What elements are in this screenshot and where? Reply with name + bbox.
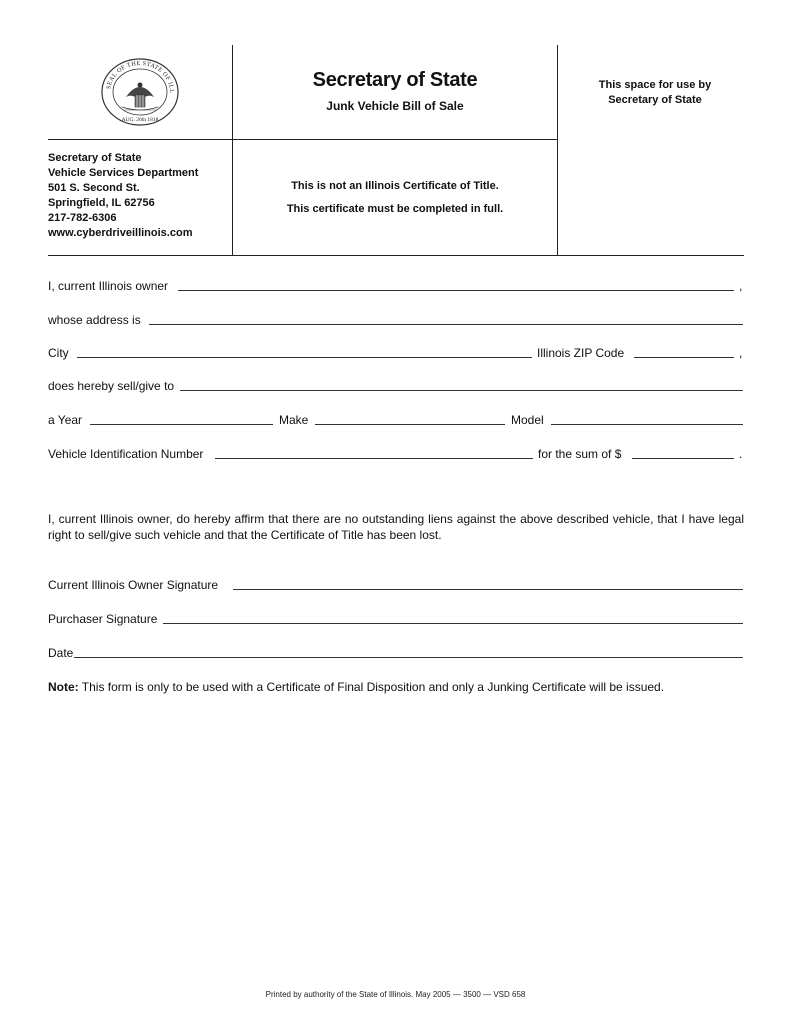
city-label: City [48, 346, 69, 360]
header-bottom-rule [48, 255, 744, 256]
office-use-note: This space for use by Secretary of State [598, 79, 712, 106]
state-seal-image [100, 57, 180, 127]
owner-name-field[interactable] [178, 290, 734, 291]
sale-price-field[interactable] [632, 458, 734, 459]
address-line: 217-782-6306 [48, 212, 117, 224]
address-label: whose address is [48, 313, 141, 327]
print-authority-footer: Printed by authority of the State of Illinois. May 2005 — 3500 — VSD 658 [265, 990, 526, 999]
completion-notice: This certificate must be completed in full. [286, 203, 504, 215]
year-field[interactable] [90, 424, 273, 425]
owner-signature-field[interactable] [233, 589, 743, 590]
sum-label: for the sum of $ [538, 447, 622, 461]
address-line: Vehicle Services Department [48, 167, 199, 179]
header-mid-rule [48, 139, 558, 140]
owner-address-field[interactable] [149, 324, 743, 325]
address-block [48, 151, 228, 241]
make-field[interactable] [315, 424, 505, 425]
address-line: 501 S. Second St. [48, 182, 140, 194]
sum-period: . [739, 447, 743, 461]
make-label: Make [279, 413, 309, 427]
title-notice: This is not an Illinois Certificate of Title. [291, 180, 499, 192]
note-label: Note: [48, 680, 79, 694]
address-line: Secretary of State [48, 152, 142, 164]
note [48, 680, 664, 694]
model-field[interactable] [551, 424, 743, 425]
purchaser-name-field[interactable] [180, 390, 743, 391]
zip-comma: , [739, 346, 743, 360]
address-line: Springfield, IL 62756 [48, 197, 155, 209]
city-field[interactable] [77, 357, 532, 358]
zip-label: Illinois ZIP Code [537, 346, 625, 360]
vin-label: Vehicle Identification Number [48, 447, 204, 461]
model-label: Model [511, 413, 544, 427]
year-label: a Year [48, 413, 83, 427]
owner-label: I, current Illinois owner [48, 279, 169, 293]
date-field[interactable] [74, 657, 743, 658]
affirmation-statement: I, current Illinois owner, do hereby affirm that there are no outstanding liens against the above described vehicle, that I have legal right to sell/give such vehicle and that the Certificate of Title has been lost. [48, 512, 744, 542]
zip-code-field[interactable] [634, 357, 734, 358]
date-label: Date [48, 646, 74, 660]
page-title: Secretary of State [312, 69, 478, 91]
sell-give-label: does hereby sell/give to [48, 379, 175, 393]
vin-field[interactable] [215, 458, 533, 459]
purchaser-signature-field[interactable] [163, 623, 743, 624]
page-subtitle: Junk Vehicle Bill of Sale [326, 99, 464, 113]
seal-outer-text: SEAL OF THE STATE OF ILL [105, 59, 176, 94]
seal-date-text: AUG. 26th 1818 [121, 117, 159, 123]
owner-signature-label: Current Illinois Owner Signature [48, 578, 219, 592]
purchaser-signature-label: Purchaser Signature [48, 612, 158, 626]
note-text: This form is only to be used with a Certificate of Final Disposition and only a Junking Certificate will be issued. [81, 680, 665, 694]
address-website: www.cyberdriveillinois.com [48, 227, 193, 239]
owner-comma: , [739, 279, 743, 293]
